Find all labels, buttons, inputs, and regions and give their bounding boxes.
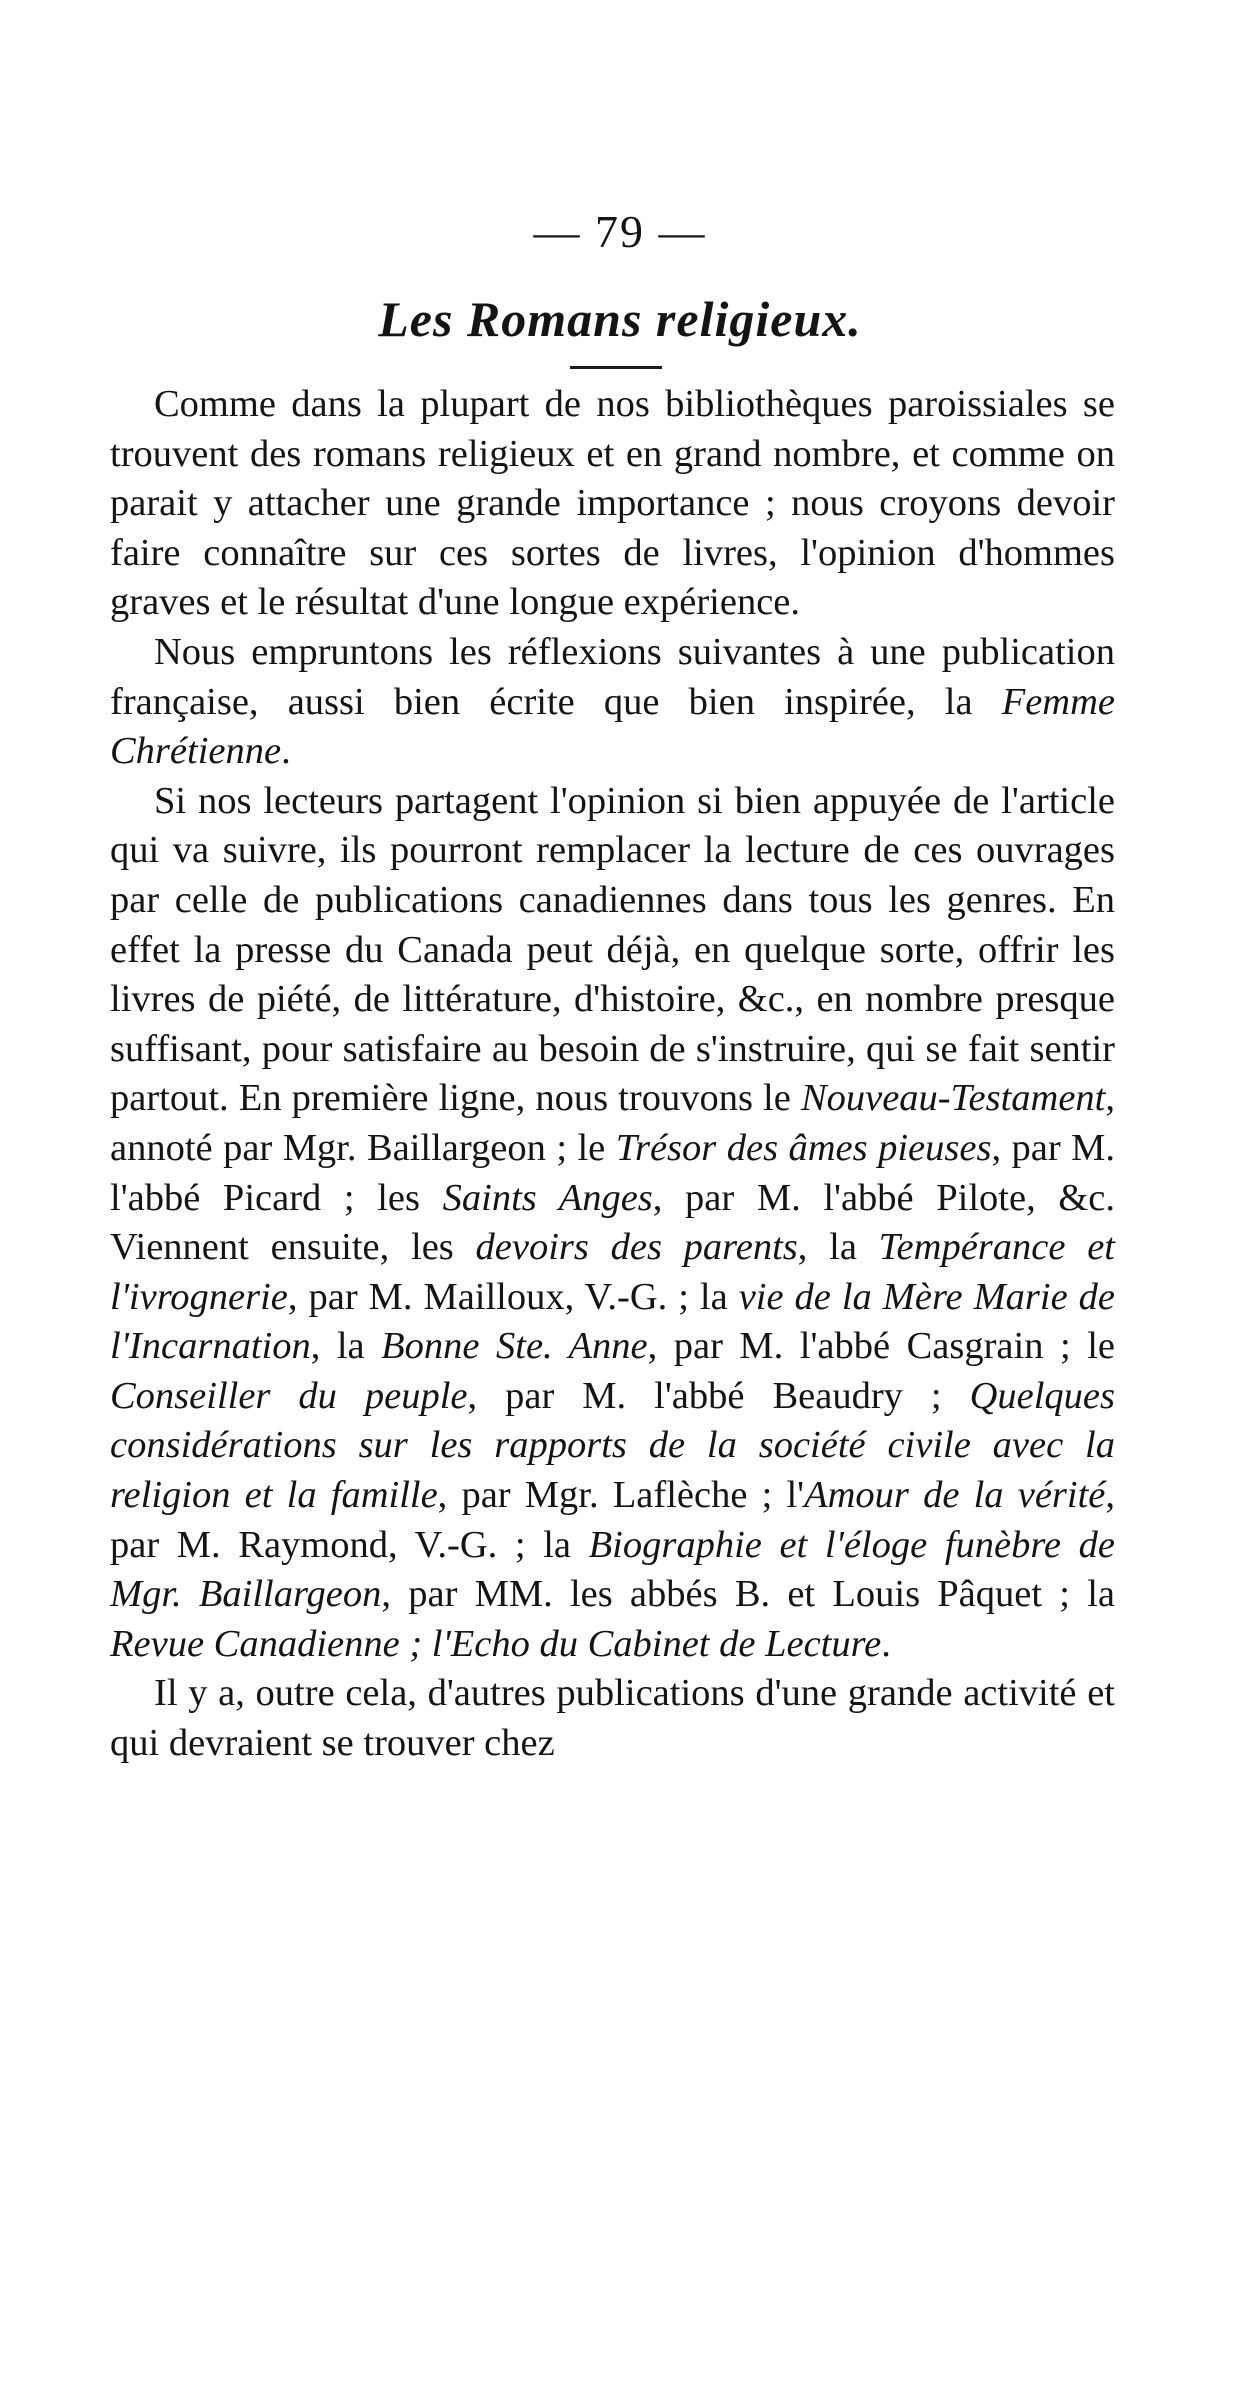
paragraph [110, 1669, 1115, 1768]
italic-title-text: Quelques considérations sur les rapports de la société civile avec la religion et la famille [110, 1374, 1115, 1517]
title-rule [570, 366, 662, 369]
paragraph [110, 628, 1115, 777]
paragraph-text: . [881, 1622, 891, 1665]
chapter-title: Les Romans religieux. [378, 291, 862, 347]
italic-title-text: Revue Canadienne ; l'Echo du Cabinet de Lecture [110, 1622, 882, 1665]
italic-title-text: Amour de la vérité [804, 1474, 1106, 1517]
paragraph-text: , par MM. les abbés B. et Louis Pâquet ; la [381, 1573, 1115, 1616]
italic-title-text: vie de la Mère Marie de l'Incarnation [110, 1275, 1115, 1368]
paragraph-text: , par M. l'abbé Pilote, &c. Viennent ensuite, les [110, 1176, 1115, 1269]
italic-title-text: Nouveau-Testament [800, 1077, 1106, 1120]
paragraph-text: Nous empruntons les réflexions suivantes à une publication française, aussi bien écrite que bien inspirée, la [110, 630, 1115, 723]
paragraph [110, 380, 1115, 628]
italic-title-text: Trésor des âmes pieuses [615, 1126, 992, 1169]
italic-title-text: Biographie et l'éloge funèbre de Mgr. Baillargeon [110, 1523, 1115, 1616]
italic-title-text: devoirs des parents [475, 1226, 798, 1269]
italic-title-text: Bonne Ste. Anne [381, 1325, 648, 1368]
paragraph-text: Il y a, outre cela, d'autres publications d'une grande activité et qui devraient se trouver chez [110, 1672, 1115, 1765]
paragraph-text: , par M. l'abbé Casgrain ; le [647, 1325, 1115, 1368]
paragraph-text: , annoté par Mgr. Baillargeon ; le [110, 1077, 1115, 1169]
paragraph-text: , la [310, 1325, 382, 1368]
paragraph-text: , par M. Mailloux, V.-G. ; la [287, 1275, 739, 1318]
paragraph-text: Comme dans la plupart de nos bibliothèques paroissiales se trouvent des romans religieux et en grand nombre, et comme on parait y attacher une grande importance ; nous croyons devoir faire connaître sur ces sortes de livres, l'opinion d'hommes graves et le résultat d'une longue expérience. [110, 383, 1115, 624]
paragraph-text: , par M. l'abbé Beaudry ; [467, 1374, 970, 1417]
paragraph-text: Si nos lecteurs partagent l'opinion si bien appuyée de l'article qui va suivre, ils pourront remplacer la lecture de ces ouvrages par celle de publications canadiennes dans tous les genres. En effet la presse du Canada peut déjà, en quelque sorte, offrir les livres de piété, de littérature, d'histoire, &c., en nombre presque suffisant, pour satisfaire au besoin de s'instruire, qui se fait sentir partout. En première ligne, nous trouvons le [110, 779, 1115, 1120]
paragraph-text: . [281, 730, 291, 773]
italic-title-text: Conseiller du peuple [110, 1374, 468, 1417]
italic-title-text: Tempérance et l'ivrognerie [110, 1226, 1115, 1318]
body-text [110, 380, 1115, 1769]
page-number: — 79 — [533, 206, 707, 257]
paragraph-text: , par M. l'abbé Picard ; les [110, 1126, 1115, 1219]
paragraph-text: , par Mgr. Laflèche ; l' [437, 1474, 805, 1517]
italic-title-text: Femme Chrétienne [110, 680, 1115, 773]
paragraph-text: , par M. Raymond, V.-G. ; la [110, 1474, 1115, 1566]
italic-title-text: Saints Anges [442, 1176, 653, 1219]
paragraph [110, 777, 1115, 1670]
paragraph-text: , la [797, 1226, 879, 1269]
